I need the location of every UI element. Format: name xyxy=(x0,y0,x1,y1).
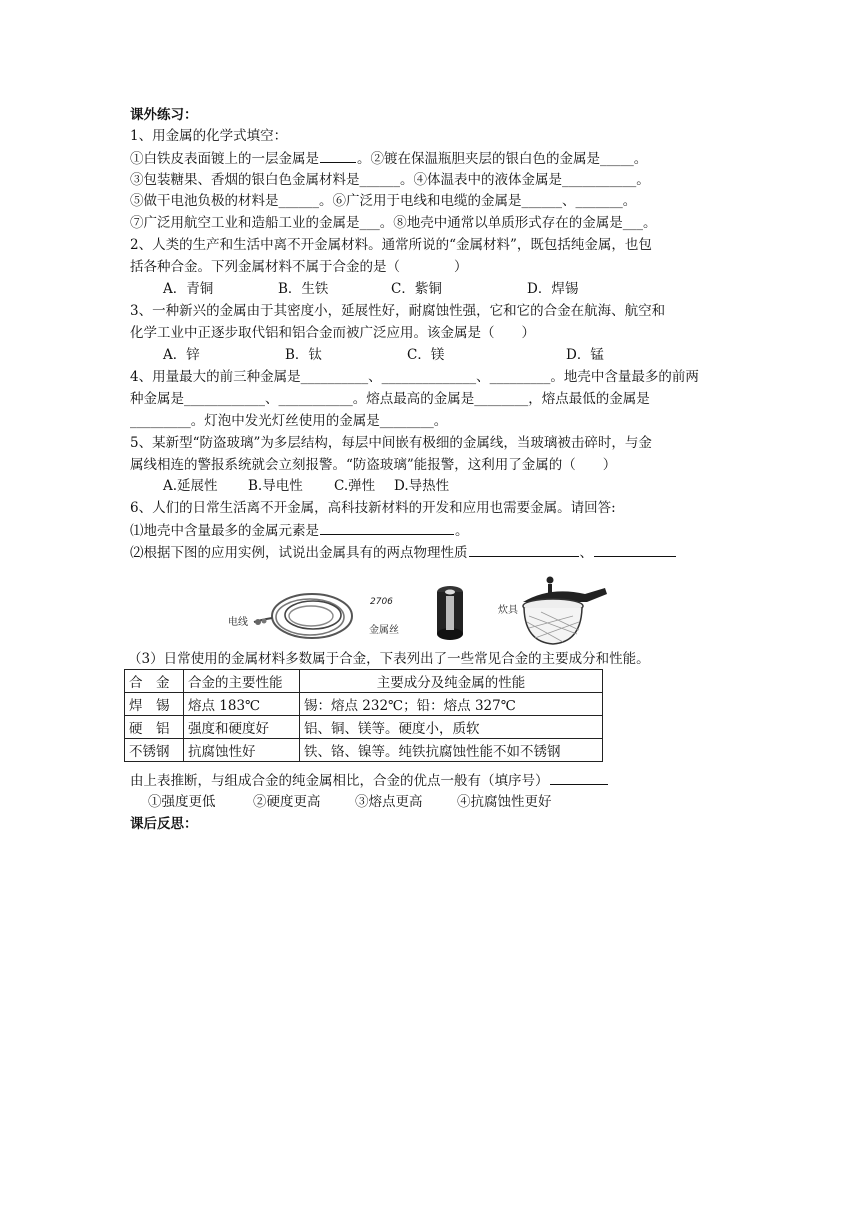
q5-option-c: C.弹性 xyxy=(334,478,376,494)
table-row xyxy=(125,739,603,762)
q6-part-1 xyxy=(130,521,469,540)
q5-line-2: 属线相连的警报系统就会立刻报警。“防盗玻璃”能报警，这利用了金属的（ ） xyxy=(130,457,617,473)
q3-options xyxy=(163,346,604,364)
table-row xyxy=(125,693,603,716)
q1-line-1b: 。②镀在保温瓶胆夹层的银白色的金属是_____。 xyxy=(357,151,648,167)
choice-3: ③熔点更高 xyxy=(355,794,423,810)
q1-stem: 1、用金属的化学式填空： xyxy=(130,128,288,144)
header-components: 主要成分及纯金属的性能 xyxy=(300,670,603,693)
q1-line-4: ⑦广泛用航空工业和造船工业的金属是___。⑧地壳中通常以单质形式存在的金属是___。 xyxy=(130,215,657,231)
q2-line-2: 括各种合金。下列金属材料不属于合金的是（ ） xyxy=(130,259,468,275)
q2-option-d: D．焊锡 xyxy=(527,281,579,297)
header-alloy: 合 金 xyxy=(125,670,184,693)
row-duralumin-components: 铝、铜、镁等。硬度小，质软 xyxy=(300,716,603,739)
q6-choices xyxy=(148,793,552,811)
row-duralumin-property: 强度和硬度好 xyxy=(184,716,300,739)
choice-2: ②硬度更高 xyxy=(253,794,321,810)
alloy-table-header xyxy=(125,670,603,693)
choice-1: ①强度更低 xyxy=(148,794,216,810)
q6-part-2-blank-2 xyxy=(594,543,676,557)
filament-caption: 金属丝 xyxy=(369,625,399,636)
q2-option-c: C．紫铜 xyxy=(391,281,442,297)
row-solder-property: 熔点 183℃ xyxy=(184,693,300,716)
q6-part-2-sep: 、 xyxy=(579,545,593,561)
table-row xyxy=(125,716,603,739)
q1-line-1 xyxy=(130,149,647,168)
q3-option-d: D．锰 xyxy=(566,347,604,363)
q5-line-1: 5、某新型“防盗玻璃”为多层结构，每层中间嵌有极细的金属线，当玻璃被击碎时，与金 xyxy=(130,435,652,451)
foil-number-label: 2706 xyxy=(370,597,393,607)
q1-line-1a: ①白铁皮表面镀上的一层金属是 xyxy=(130,151,319,167)
q3-option-c: C．镁 xyxy=(407,347,445,363)
q5-option-a: A.延展性 xyxy=(163,478,218,494)
q6-part-1-text: ⑴地壳中含量最多的金属元素是 xyxy=(130,523,319,539)
q1-blank-1 xyxy=(320,149,356,163)
q6-part-2-blank-1 xyxy=(469,543,579,557)
row-steel-components: 铁、铬、镍等。纯铁抗腐蚀性能不如不锈钢 xyxy=(300,739,603,762)
q4-line-1: 4、用量最大的前三种金属是__________、______________、_________。地壳中含量最多的前两 xyxy=(130,369,699,385)
q3-option-b: B．钛 xyxy=(285,347,322,363)
q1-line-2: ③包装糖果、香烟的银白色金属材料是______。④体温表中的液体金属是___________。 xyxy=(130,172,650,188)
q2-option-a: A．青铜 xyxy=(163,281,214,297)
reflection-title: 课后反思： xyxy=(130,816,198,832)
choice-4: ④抗腐蚀性更好 xyxy=(457,794,552,810)
q6-line-1: 6、人们的日常生活离不开金属，高科技新材料的开发和应用也需要金属。请回答: xyxy=(130,500,616,516)
wire-coil-image xyxy=(250,584,360,644)
q6-part-4-blank xyxy=(550,771,608,785)
row-solder-name: 焊 锡 xyxy=(125,693,184,716)
q1-line-3: ⑤做干电池负极的材料是______。⑥广泛用于电线和电缆的金属是______、_______。 xyxy=(130,193,637,209)
q3-line-1: 3、一种新兴的金属由于其密度小，延展性好，耐腐蚀性强，它和它的合金在航海、航空和 xyxy=(130,303,666,319)
q5-option-b: B.导电性 xyxy=(248,478,303,494)
row-solder-components: 锡：熔点 232℃；铅：熔点 327℃ xyxy=(300,693,603,716)
q6-part-4-text: 由上表推断，与组成合金的纯金属相比，合金的优点一般有（填序号） xyxy=(130,773,549,789)
q6-part-4 xyxy=(130,771,609,790)
section-title: 课外练习： xyxy=(130,107,198,123)
q4-line-2: 种金属是____________、___________。熔点最高的金属是________，熔点最低的金属是 xyxy=(130,391,650,407)
q6-part-1-blank xyxy=(320,521,454,535)
row-steel-property: 抗腐蚀性好 xyxy=(184,739,300,762)
q2-options xyxy=(163,280,578,298)
row-duralumin-name: 硬 铝 xyxy=(125,716,184,739)
q3-line-2: 化学工业中正逐步取代铝和铝合金而被广泛应用。该金属是（ ） xyxy=(130,325,535,341)
pressure-cooker-image xyxy=(515,572,615,648)
q6-part-3: （3）日常使用的金属材料多数属于合金，下表列出了一些常见合金的主要成分和性能。 xyxy=(128,651,650,667)
wire-caption: 电线 xyxy=(228,617,248,628)
q6-part-2-text: ⑵根据下图的应用实例，试说出金属具有的两点物理性质 xyxy=(130,545,468,561)
q6-part-2 xyxy=(130,543,677,562)
row-steel-name: 不锈钢 xyxy=(125,739,184,762)
q5-options xyxy=(163,477,449,495)
q5-option-d: D.导热性 xyxy=(394,478,450,494)
q4-line-3: _________。灯泡中发光灯丝使用的金属是________。 xyxy=(130,413,448,429)
q2-line-1: 2、人类的生产和生活中离不开金属材料。通常所说的“金属材料”，既包括纯金属，也包 xyxy=(130,237,652,253)
header-properties: 合金的主要性能 xyxy=(184,670,300,693)
filament-spool-image xyxy=(425,582,475,644)
q6-part-1-end: 。 xyxy=(455,523,469,539)
q3-option-a: A．锌 xyxy=(163,347,200,363)
alloy-table xyxy=(124,669,603,762)
cookware-caption: 炊具 xyxy=(498,605,518,616)
q2-option-b: B．生铁 xyxy=(278,281,329,297)
